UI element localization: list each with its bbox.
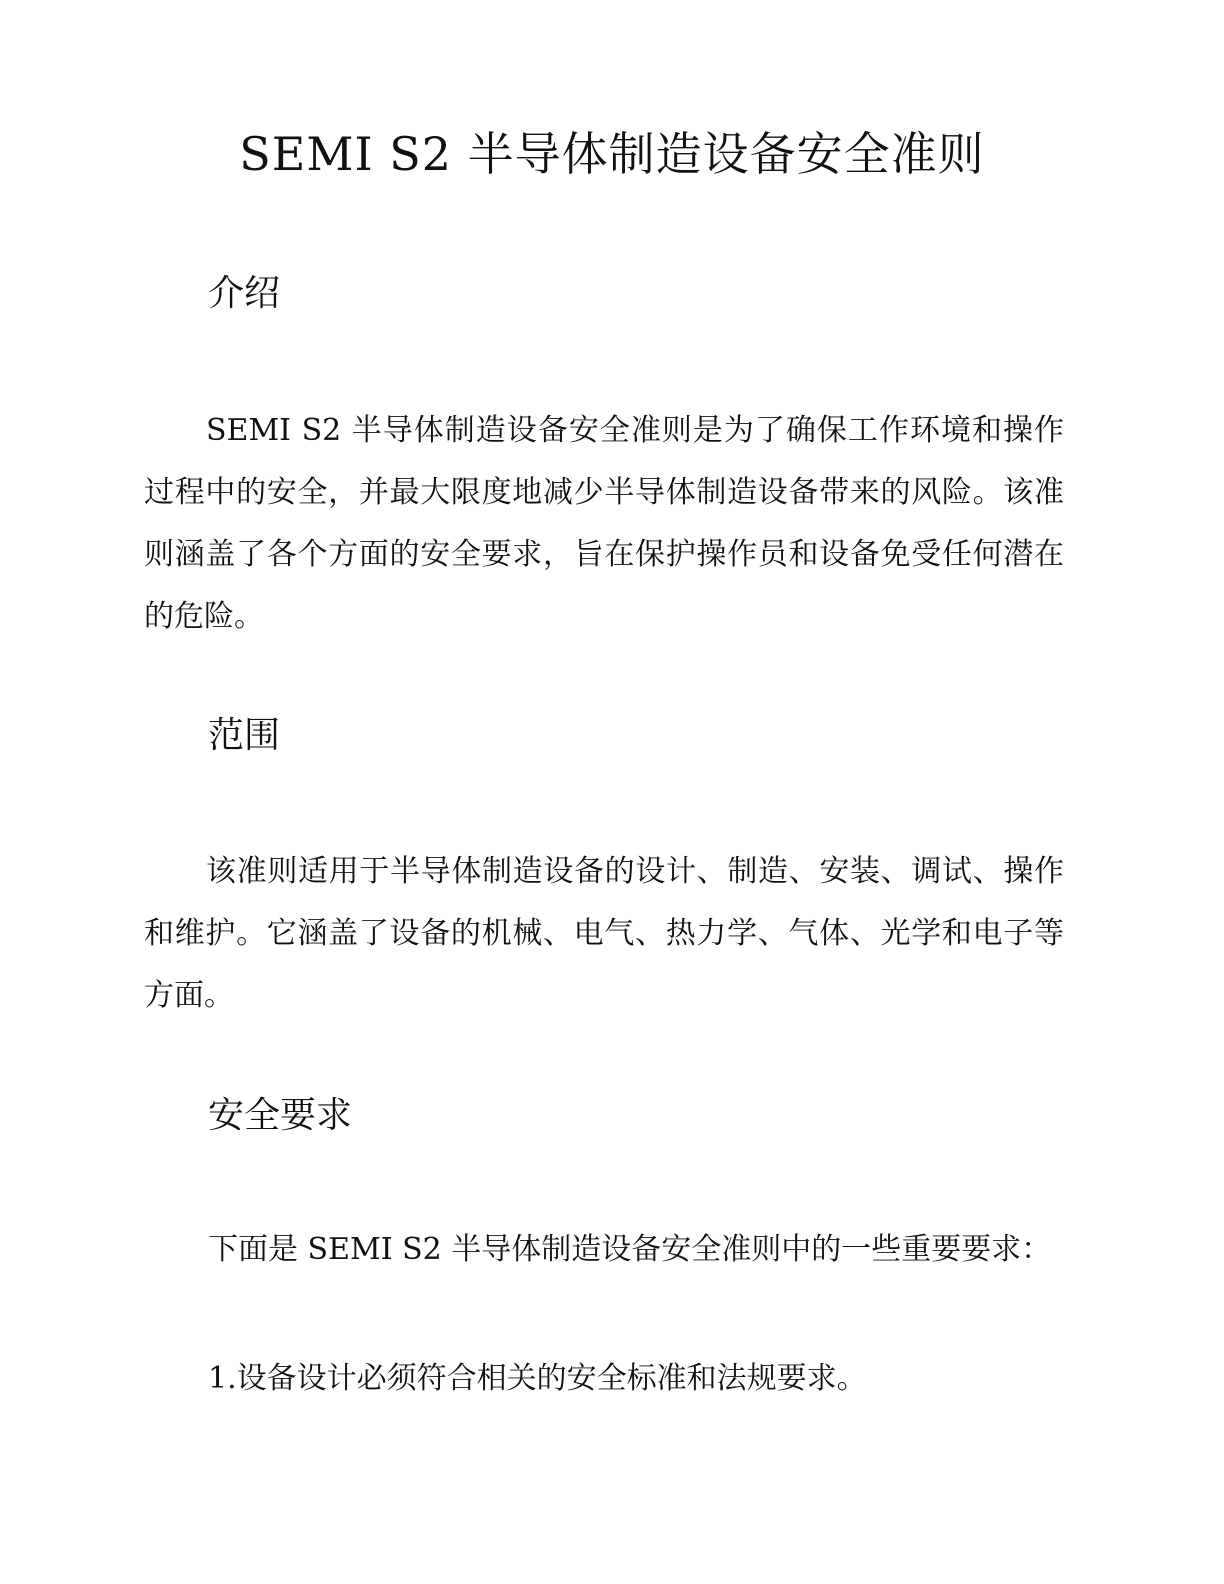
section-heading-scope: 范围 — [208, 715, 281, 756]
section-heading-introduction: 介绍 — [208, 273, 281, 314]
scope-paragraph: 该准则适用于半导体制造设备的设计、制造、安装、调试、操作和维护。它涵盖了设备的机械、电气、热力学、气体、光学和电子等方面。 — [144, 854, 1064, 1013]
introduction-paragraph: SEMI S2 半导体制造设备安全准则是为了确保工作环境和操作过程中的安全，并最大限度地减少半导体制造设备带来的风险。该准则涵盖了各个方面的安全要求，旨在保护操作员和设备免受任何潜在的危险。 — [144, 413, 1064, 634]
safety-requirements-lead: 下面是 SEMI S2 半导体制造设备安全准则中的一些重要要求： — [208, 1232, 1052, 1267]
safety-requirement-item: 1.设备设计必须符合相关的安全标准和法规要求。 — [208, 1361, 867, 1396]
section-heading-safety-requirements: 安全要求 — [208, 1095, 353, 1136]
document-title: SEMI S2 半导体制造设备安全准则 — [239, 127, 985, 181]
